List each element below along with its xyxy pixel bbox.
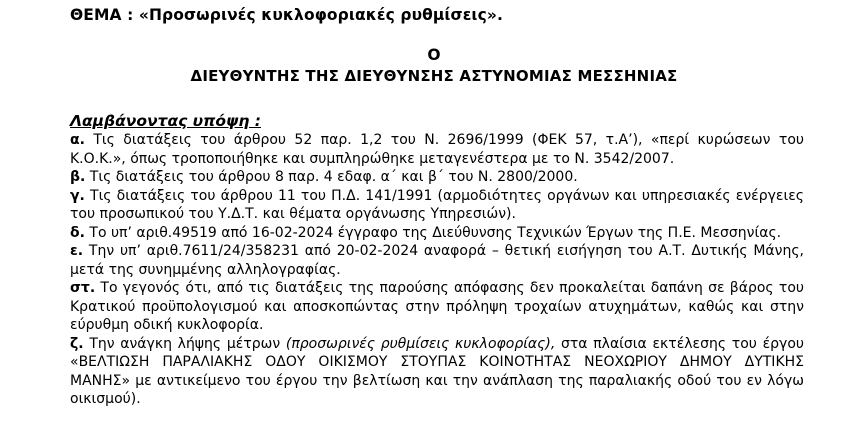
item-text-line: Τις διατάξεις του άρθρου 8 παρ. 4 εδαφ. α΄ και β΄ του Ν. 2800/2000. [89,169,578,185]
consideration-item-b [70,168,804,187]
item-text-line: ΜΑΝΗΣ» με αντικείμενο του έργου την βελτίωση και την ανάπλαση της παραλιακής οδού του εν λόγω [70,372,804,389]
item-letter: ζ. [70,335,84,352]
item-text-line: εύρυθμη οδική κυκλοφορία. [70,317,264,333]
consideration-item-e [70,242,804,279]
item-text-line: «ΒΕΛΤΙΩΣΗ ΠΑΡΑΛΙΑΚΗΣ ΟΔΟΥ ΟΙΚΙΣΜΟΥ ΣΤΟΥΠΑΣ ΚΟΙΝΟΤΗΤΑΣ ΝΕΟΧΩΡΙΟΥ ΔΗΜΟΥ ΔΥΤΙΚΗΣ [70,354,804,370]
item-text-line: Την υπ’ αριθ.7611/24/358231 από 20-02-2024 αναφορά – θετική εισήγηση του Α.Τ. Δυτικής Μάνης, [88,243,804,259]
item-text-line: στα πλαίσια εκτέλεσης του έργου [555,335,804,352]
item-letter: στ. [70,280,96,296]
considering-heading: Λαμβάνοντας υπόψη : [70,112,261,130]
item-text-line: Κ.Ο.Κ.», όπως τροποποιήθηκε και συμπληρώθηκε μεταγενέστερα με το Ν. 3542/2007. [70,150,675,167]
item-text-line: Τις διατάξεις του άρθρου 11 του Π.Δ. 141/1991 (αρμοδιότητες οργάνων και υπηρεσιακές ενέργειες [90,187,804,204]
consideration-item-c [70,187,804,224]
subject-line: ΘΕΜΑ : «Προσωρινές κυκλοφοριακές ρυθμίσεις». [70,6,503,24]
item-letter: γ. [70,187,85,204]
item-emphasis-text: (προσωρινές ρυθμίσεις κυκλοφορίας), [285,335,556,352]
item-text-line: μετά της συνημμένης αλληλογραφίας. [70,261,341,278]
consideration-item-z [70,335,804,409]
item-text-line: Το γεγονός ότι, από τις διατάξεις της παρούσης απόφασης δεν προκαλείται δαπάνη σε βάρος του [100,280,804,296]
issuer-title: ΔΙΕΥΘΥΝΤΗΣ ΤΗΣ ΔΙΕΥΘΥΝΣΗΣ ΑΣΤΥΝΟΜΙΑΣ ΜΕΣΣΗΝΙΑΣ [190,67,678,85]
item-letter: ε. [70,243,84,259]
item-text-line: Το υπ’ αριθ.49519 από 16-02-2024 έγγραφο της Διεύθυνσης Τεχνικών Έργων της Π.Ε. Μεσσηνίας. [89,224,782,241]
item-text-line: οικισμού). [70,391,141,407]
item-letter: β. [70,169,86,185]
issuer-article: Ο [427,46,441,64]
item-text-line: του προσωπικού του Υ.Δ.Τ. και θέματα οργάνωσης Υπηρεσιών). [70,206,516,222]
item-text-line: Κρατικού προϋπολογισμού και αποσκοπώντας στην πρόληψη τροχαίων ατυχημάτων, καθώς και στην [70,298,804,315]
item-text-line: Τις διατάξεις του άρθρου 52 παρ. 1,2 του Ν. 2696/1999 (ΦΕΚ 57, τ.Α’), «περί κυρώσεων του [93,132,804,148]
item-text-line: Την ανάγκη λήψης μέτρων [89,335,286,352]
consideration-item-d [70,224,804,243]
consideration-item-st [70,279,804,335]
consideration-item-a [70,131,804,168]
item-letter: δ. [70,224,85,241]
item-letter: α. [70,132,85,148]
considerations-list [70,131,804,409]
